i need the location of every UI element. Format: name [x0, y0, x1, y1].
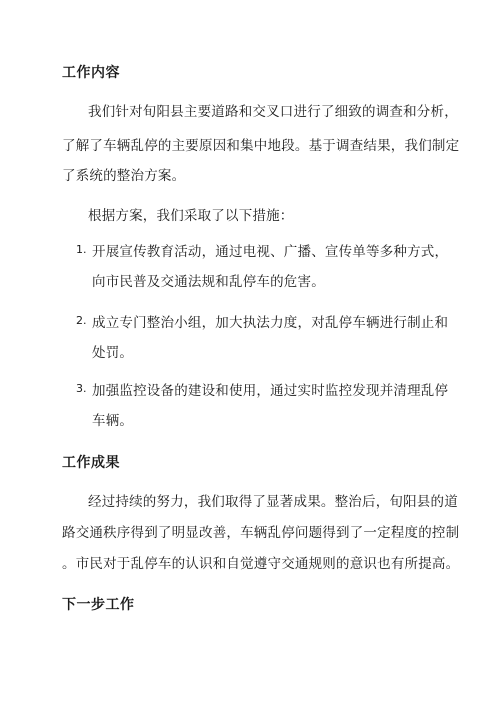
measure-text-line: 处罚。	[92, 345, 134, 361]
measures-intro: 根据方案，我们采取了以下措施：	[88, 208, 294, 224]
measure-number: 1.	[76, 243, 87, 256]
measure-text-line: 开展宣传教育活动，通过电视、广播、宣传单等多种方式，	[92, 244, 449, 260]
results-paragraph-line-1: 经过持续的努力，我们取得了显著成果。整治后，旬阳县的道	[88, 494, 458, 510]
measure-number: 3.	[76, 382, 87, 395]
measure-number: 2.	[76, 314, 87, 327]
section-heading-next-steps: 下一步工作	[62, 597, 135, 613]
intro-paragraph-line-2: 了解了车辆乱停的主要原因和集中地段。基于调查结果，我们制定	[62, 138, 460, 154]
results-paragraph-line-3: 。市民对于乱停车的认识和自觉遵守交通规则的意识也有所提高。	[62, 556, 460, 572]
results-paragraph-line-2: 路交通秩序得到了明显改善，车辆乱停问题得到了一定程度的控制	[62, 525, 460, 541]
measure-text-line: 向市民普及交通法规和乱停车的危害。	[92, 274, 325, 290]
measure-text-line: 车辆。	[92, 413, 134, 429]
section-heading-results: 工作成果	[62, 455, 120, 471]
measure-text-line: 加强监控设备的建设和使用，通过实时监控发现并清理乱停	[92, 383, 449, 399]
intro-paragraph-line-3: 了系统的整治方案。	[62, 168, 186, 184]
section-heading-work-content: 工作内容	[62, 65, 120, 81]
measure-text-line: 成立专门整治小组，加大执法力度，对乱停车辆进行制止和	[92, 315, 449, 331]
intro-paragraph-line-1: 我们针对旬阳县主要道路和交叉口进行了细致的调查和分析，	[88, 104, 458, 120]
